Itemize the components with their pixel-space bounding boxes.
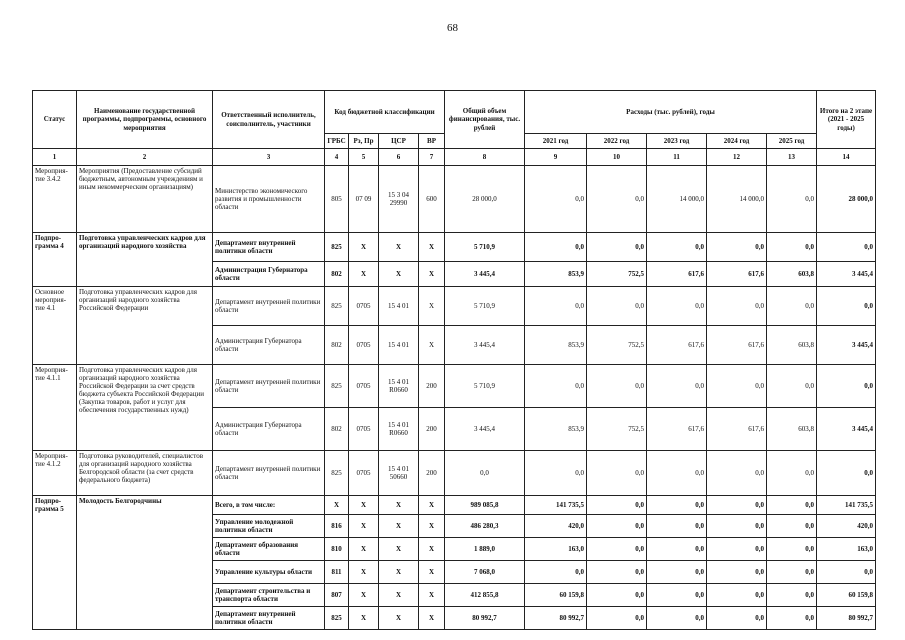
cell-grbs: 807 <box>325 584 349 607</box>
cell-sum: 0,0 <box>817 287 876 326</box>
row-responsible: Департамент внутренней политики области <box>213 451 325 496</box>
col-num: 10 <box>587 149 647 166</box>
cell-rz: X <box>349 496 379 515</box>
cell-total: 28 000,0 <box>445 166 525 233</box>
cell-2022: 0,0 <box>587 561 647 584</box>
cell-2022: 0,0 <box>587 287 647 326</box>
cell-2021: 141 735,5 <box>525 496 587 515</box>
cell-2024: 617,6 <box>707 408 767 451</box>
cell-2021: 853,9 <box>525 408 587 451</box>
cell-2024: 0,0 <box>707 607 767 630</box>
cell-csr: X <box>379 233 419 262</box>
cell-2023: 0,0 <box>647 233 707 262</box>
cell-2024: 0,0 <box>707 365 767 408</box>
cell-total: 3 445,4 <box>445 262 525 287</box>
header-total-volume: Общий объем финансирования, тыс. рублей <box>445 91 525 149</box>
cell-sum: 60 159,8 <box>817 584 876 607</box>
cell-2021: 163,0 <box>525 538 587 561</box>
cell-total: 5 710,9 <box>445 287 525 326</box>
cell-2023: 14 000,0 <box>647 166 707 233</box>
header-2024: 2024 год <box>707 134 767 149</box>
cell-2025: 0,0 <box>767 365 817 408</box>
header-budget-code: Код бюджетной классификации <box>325 91 445 134</box>
header-responsible: Ответственный исполнитель, соисполнитель, участники <box>213 91 325 149</box>
col-num: 6 <box>379 149 419 166</box>
cell-2025: 0,0 <box>767 607 817 630</box>
cell-sum: 141 735,5 <box>817 496 876 515</box>
cell-2024: 0,0 <box>707 538 767 561</box>
header-vr: ВР <box>419 134 445 149</box>
cell-2025: 603,8 <box>767 262 817 287</box>
cell-vr: X <box>419 496 445 515</box>
cell-2023: 0,0 <box>647 584 707 607</box>
cell-2025: 0,0 <box>767 584 817 607</box>
row-status: Мероприя-тие 4.1.2 <box>33 451 77 496</box>
cell-2024: 14 000,0 <box>707 166 767 233</box>
cell-total: 7 068,0 <box>445 561 525 584</box>
cell-total: 80 992,7 <box>445 607 525 630</box>
cell-csr: 15 4 01 R0660 <box>379 365 419 408</box>
cell-csr: X <box>379 607 419 630</box>
cell-grbs: 825 <box>325 607 349 630</box>
cell-2024: 617,6 <box>707 262 767 287</box>
cell-2021: 0,0 <box>525 166 587 233</box>
cell-2024: 617,6 <box>707 326 767 365</box>
cell-2023: 0,0 <box>647 451 707 496</box>
cell-2023: 0,0 <box>647 287 707 326</box>
cell-grbs: 802 <box>325 408 349 451</box>
col-num: 8 <box>445 149 525 166</box>
cell-csr: X <box>379 561 419 584</box>
cell-grbs: 825 <box>325 365 349 408</box>
row-status: Подпро-грамма 4 <box>33 233 77 287</box>
cell-vr: 200 <box>419 365 445 408</box>
cell-rz: X <box>349 233 379 262</box>
cell-grbs: X <box>325 496 349 515</box>
row-responsible: Департамент образования области <box>213 538 325 561</box>
header-2025: 2025 год <box>767 134 817 149</box>
cell-grbs: 810 <box>325 538 349 561</box>
cell-2022: 752,5 <box>587 262 647 287</box>
cell-vr: X <box>419 262 445 287</box>
table-row <box>33 166 876 233</box>
col-num: 9 <box>525 149 587 166</box>
budget-table <box>32 90 876 630</box>
cell-2022: 0,0 <box>587 515 647 538</box>
cell-2022: 0,0 <box>587 451 647 496</box>
cell-sum: 163,0 <box>817 538 876 561</box>
cell-vr: X <box>419 607 445 630</box>
cell-grbs: 825 <box>325 287 349 326</box>
cell-total: 3 445,4 <box>445 326 525 365</box>
cell-2025: 603,8 <box>767 326 817 365</box>
cell-grbs: 825 <box>325 451 349 496</box>
cell-grbs: 805 <box>325 166 349 233</box>
cell-csr: 15 4 01 <box>379 326 419 365</box>
table-row <box>33 287 876 326</box>
cell-2023: 617,6 <box>647 326 707 365</box>
row-name: Подготовка управленческих кадров для организаций народного хозяйства Российской Федерации за счет средств бюджета субъекта Российской Федерации (Закупка товаров, работ и услуг для обеспечения государственных нужд) <box>77 365 213 451</box>
row-name: Мероприятия (Предоставление субсидий бюджетным, автономным учреждениям и иным некоммерческим организациям) <box>77 166 213 233</box>
cell-rz: X <box>349 262 379 287</box>
table-row <box>33 496 876 515</box>
cell-2021: 0,0 <box>525 233 587 262</box>
cell-2025: 0,0 <box>767 496 817 515</box>
cell-rz: 0705 <box>349 326 379 365</box>
cell-2021: 0,0 <box>525 451 587 496</box>
cell-2023: 0,0 <box>647 561 707 584</box>
row-responsible: Департамент внутренней политики области <box>213 233 325 262</box>
row-name: Подготовка управленческих кадров для организаций народного хозяйства Российской Федерации <box>77 287 213 365</box>
row-responsible: Администрация Губернатора области <box>213 262 325 287</box>
cell-sum: 80 992,7 <box>817 607 876 630</box>
cell-2025: 0,0 <box>767 561 817 584</box>
cell-2023: 0,0 <box>647 515 707 538</box>
cell-2024: 0,0 <box>707 561 767 584</box>
cell-grbs: 802 <box>325 262 349 287</box>
row-status: Мероприя-тие 4.1.1 <box>33 365 77 451</box>
row-status: Мероприя-тие 3.4.2 <box>33 166 77 233</box>
cell-rz: 0705 <box>349 451 379 496</box>
cell-2025: 0,0 <box>767 538 817 561</box>
header-csr: ЦСР <box>379 134 419 149</box>
cell-csr: 15 4 01 <box>379 287 419 326</box>
cell-sum: 0,0 <box>817 561 876 584</box>
cell-csr: X <box>379 584 419 607</box>
cell-rz: X <box>349 607 379 630</box>
cell-vr: X <box>419 538 445 561</box>
col-num: 1 <box>33 149 77 166</box>
row-responsible: Управление молодежной политики области <box>213 515 325 538</box>
cell-sum: 0,0 <box>817 365 876 408</box>
cell-2025: 0,0 <box>767 515 817 538</box>
cell-2023: 617,6 <box>647 262 707 287</box>
cell-2022: 0,0 <box>587 365 647 408</box>
header-2022: 2022 год <box>587 134 647 149</box>
header-rz-pr: Рз, Пр <box>349 134 379 149</box>
cell-vr: 200 <box>419 451 445 496</box>
cell-rz: X <box>349 538 379 561</box>
cell-2025: 603,8 <box>767 408 817 451</box>
cell-vr: X <box>419 326 445 365</box>
col-num: 2 <box>77 149 213 166</box>
row-responsible: Администрация Губернатора области <box>213 408 325 451</box>
header-expenses: Расходы (тыс. рублей), годы <box>525 91 817 134</box>
row-name: Подготовка управленческих кадров для организаций народного хозяйства <box>77 233 213 287</box>
cell-grbs: 811 <box>325 561 349 584</box>
cell-grbs: 825 <box>325 233 349 262</box>
cell-total: 412 855,8 <box>445 584 525 607</box>
cell-sum: 3 445,4 <box>817 262 876 287</box>
cell-csr: X <box>379 538 419 561</box>
col-num: 5 <box>349 149 379 166</box>
row-responsible: Департамент строительства и транспорта области <box>213 584 325 607</box>
cell-2022: 0,0 <box>587 538 647 561</box>
row-responsible: Департамент внутренней политики области <box>213 365 325 408</box>
cell-csr: X <box>379 262 419 287</box>
cell-2025: 0,0 <box>767 451 817 496</box>
cell-total: 5 710,9 <box>445 365 525 408</box>
cell-2025: 0,0 <box>767 166 817 233</box>
cell-2022: 0,0 <box>587 166 647 233</box>
cell-rz: 07 09 <box>349 166 379 233</box>
cell-sum: 28 000,0 <box>817 166 876 233</box>
cell-grbs: 816 <box>325 515 349 538</box>
row-responsible: Управление культуры области <box>213 561 325 584</box>
cell-2021: 0,0 <box>525 561 587 584</box>
cell-2023: 0,0 <box>647 496 707 515</box>
cell-2021: 853,9 <box>525 262 587 287</box>
cell-vr: X <box>419 287 445 326</box>
cell-total: 3 445,4 <box>445 408 525 451</box>
header-status: Статус <box>33 91 77 149</box>
cell-2022: 0,0 <box>587 584 647 607</box>
row-responsible: Департамент внутренней политики области <box>213 607 325 630</box>
cell-sum: 3 445,4 <box>817 326 876 365</box>
cell-2021: 60 159,8 <box>525 584 587 607</box>
cell-rz: 0705 <box>349 287 379 326</box>
cell-rz: X <box>349 561 379 584</box>
row-status: Основное мероприя-тие 4.1 <box>33 287 77 365</box>
cell-2025: 0,0 <box>767 287 817 326</box>
table-row <box>33 233 876 262</box>
cell-sum: 0,0 <box>817 233 876 262</box>
cell-total: 486 280,3 <box>445 515 525 538</box>
table-row <box>33 365 876 408</box>
cell-csr: 15 4 01 R0660 <box>379 408 419 451</box>
col-num: 3 <box>213 149 325 166</box>
cell-csr: 15 3 04 29990 <box>379 166 419 233</box>
cell-rz: 0705 <box>349 365 379 408</box>
cell-2022: 752,5 <box>587 408 647 451</box>
header-total-stage: Итого на 2 этапе (2021 - 2025 годы) <box>817 91 876 149</box>
cell-sum: 420,0 <box>817 515 876 538</box>
column-numbers-row <box>33 149 876 166</box>
cell-vr: 200 <box>419 408 445 451</box>
cell-vr: 600 <box>419 166 445 233</box>
cell-vr: X <box>419 584 445 607</box>
cell-2021: 80 992,7 <box>525 607 587 630</box>
cell-csr: X <box>379 515 419 538</box>
row-responsible: Всего, в том числе: <box>213 496 325 515</box>
cell-total: 5 710,9 <box>445 233 525 262</box>
cell-sum: 3 445,4 <box>817 408 876 451</box>
row-status: Подпро-грамма 5 <box>33 496 77 630</box>
cell-2024: 0,0 <box>707 515 767 538</box>
col-num: 7 <box>419 149 445 166</box>
cell-total: 0,0 <box>445 451 525 496</box>
cell-csr: 15 4 01 50660 <box>379 451 419 496</box>
col-num: 11 <box>647 149 707 166</box>
col-num: 4 <box>325 149 349 166</box>
cell-vr: X <box>419 561 445 584</box>
cell-2021: 853,9 <box>525 326 587 365</box>
cell-rz: X <box>349 584 379 607</box>
row-responsible: Администрация Губернатора области <box>213 326 325 365</box>
cell-2024: 0,0 <box>707 496 767 515</box>
header-name: Наименование государственной программы, подпрограммы, основного мероприятия <box>77 91 213 149</box>
row-responsible: Министерство экономического развития и промышленности области <box>213 166 325 233</box>
cell-total: 989 085,8 <box>445 496 525 515</box>
cell-2025: 0,0 <box>767 233 817 262</box>
cell-2021: 0,0 <box>525 287 587 326</box>
cell-2023: 617,6 <box>647 408 707 451</box>
table-row <box>33 451 876 496</box>
row-name: Молодость Белгородчины <box>77 496 213 630</box>
cell-2022: 752,5 <box>587 326 647 365</box>
header-2023: 2023 год <box>647 134 707 149</box>
row-name: Подготовка руководителей, специалистов для организаций народного хозяйства Белгородской области (за счет средств федерального бюджета) <box>77 451 213 496</box>
col-num: 13 <box>767 149 817 166</box>
cell-sum: 0,0 <box>817 451 876 496</box>
header-2021: 2021 год <box>525 134 587 149</box>
row-responsible: Департамент внутренней политики области <box>213 287 325 326</box>
cell-total: 1 889,0 <box>445 538 525 561</box>
cell-2022: 0,0 <box>587 233 647 262</box>
cell-2024: 0,0 <box>707 451 767 496</box>
cell-2024: 0,0 <box>707 233 767 262</box>
header-grbs: ГРБС <box>325 134 349 149</box>
cell-2023: 0,0 <box>647 365 707 408</box>
cell-2023: 0,0 <box>647 607 707 630</box>
cell-rz: 0705 <box>349 408 379 451</box>
col-num: 14 <box>817 149 876 166</box>
cell-rz: X <box>349 515 379 538</box>
page-number: 68 <box>447 22 458 34</box>
cell-2022: 0,0 <box>587 496 647 515</box>
cell-2024: 0,0 <box>707 584 767 607</box>
cell-2022: 0,0 <box>587 607 647 630</box>
cell-2024: 0,0 <box>707 287 767 326</box>
cell-grbs: 802 <box>325 326 349 365</box>
cell-2021: 420,0 <box>525 515 587 538</box>
cell-2023: 0,0 <box>647 538 707 561</box>
cell-vr: X <box>419 233 445 262</box>
cell-vr: X <box>419 515 445 538</box>
cell-2021: 0,0 <box>525 365 587 408</box>
cell-csr: X <box>379 496 419 515</box>
col-num: 12 <box>707 149 767 166</box>
